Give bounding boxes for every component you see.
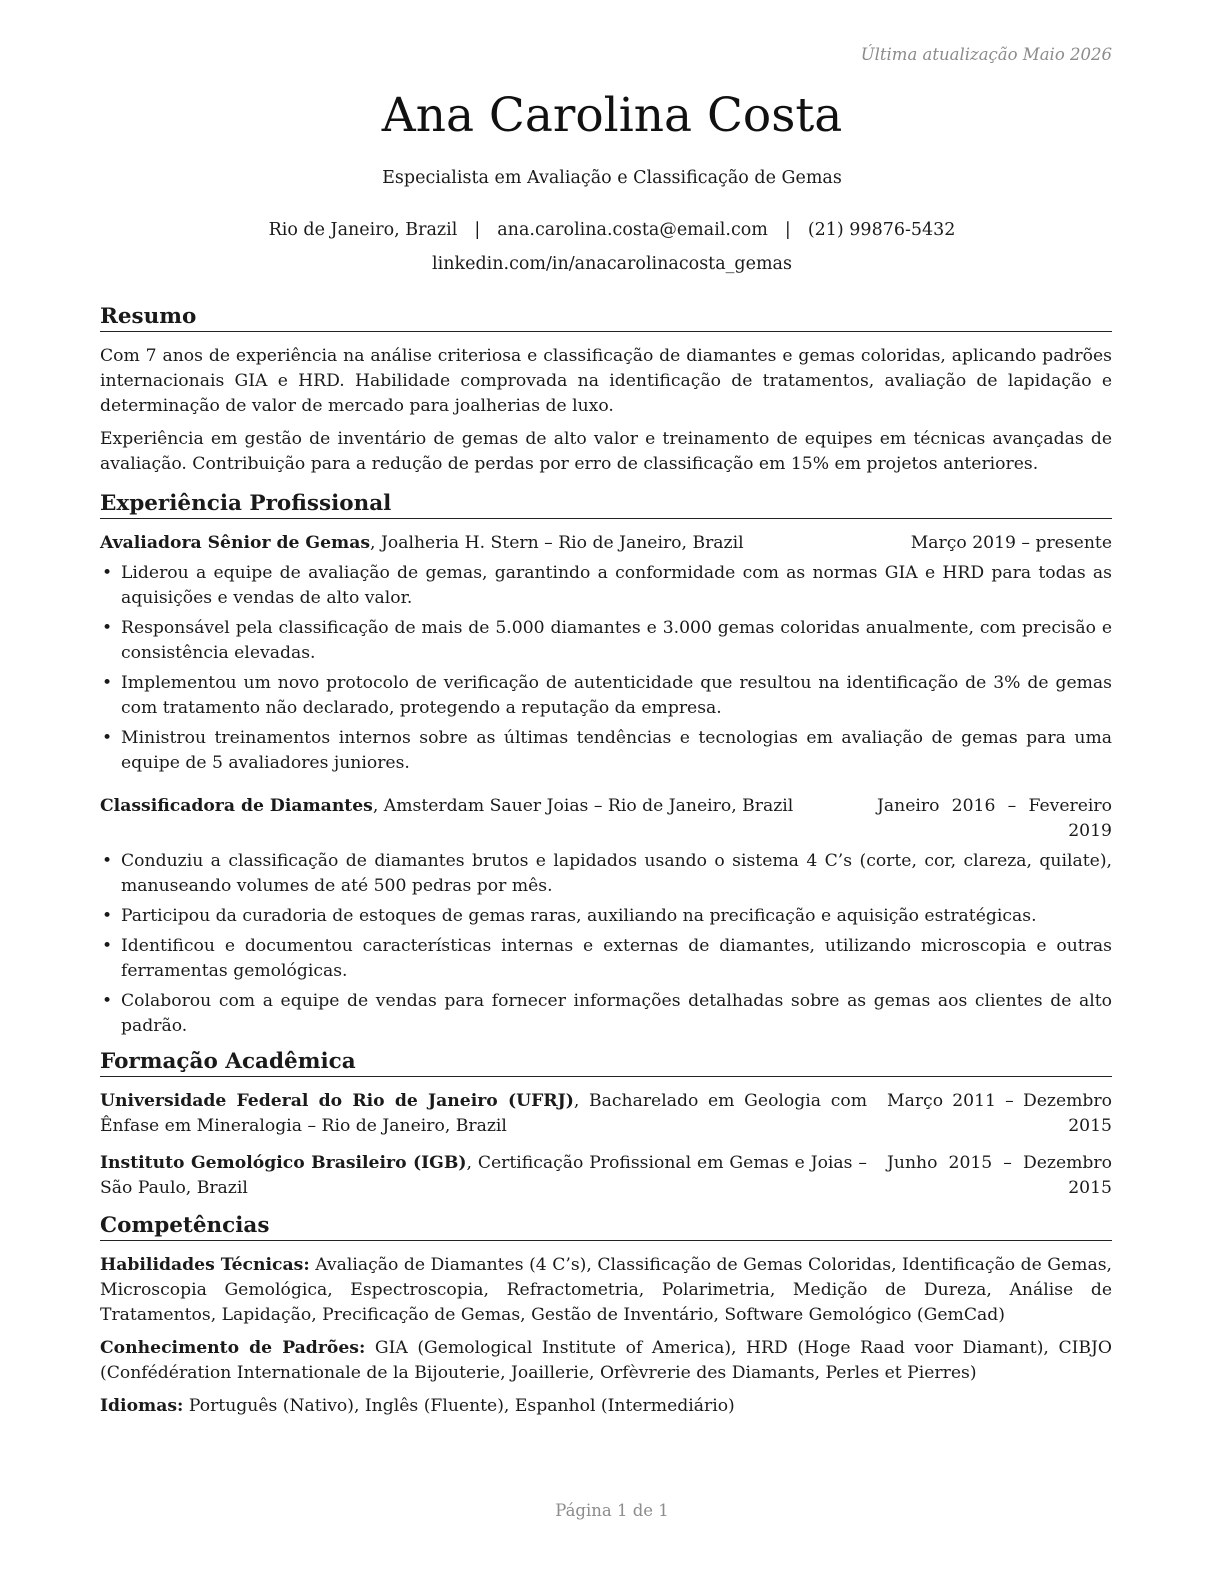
job-company: , Joalheria H. Stern – Rio de Janeiro, Brazil — [370, 533, 744, 553]
education-section — [100, 1049, 1112, 1201]
education-dates: Março 2011 – Dezembro 2015 — [887, 1091, 1112, 1136]
skill-line — [100, 1394, 1112, 1419]
skill-line — [100, 1253, 1112, 1328]
skills-section — [100, 1213, 1112, 1419]
skill-text: Português (Nativo), Inglês (Fluente), Espanhol (Intermediário) — [183, 1396, 735, 1416]
job-dates: Janeiro 2016 – Fevereiro 2019 — [877, 796, 1112, 841]
job-bullets — [100, 561, 1112, 776]
education-line — [100, 1151, 887, 1201]
education-entry — [100, 1089, 1112, 1139]
contact-phone[interactable]: (21) 99876-5432 — [807, 220, 956, 240]
skill-label: Habilidades Técnicas: — [100, 1255, 310, 1275]
job-title-line — [100, 794, 877, 819]
resume-body — [100, 304, 1112, 1429]
job-header — [100, 531, 1112, 556]
education-detail: , Certificação Profissional em Gemas e Joias – São Paulo, Brazil — [100, 1153, 867, 1198]
job-role: Classificadora de Diamantes — [100, 796, 373, 816]
education-school: Instituto Gemológico Brasileiro (IGB) — [100, 1153, 467, 1173]
section-heading-experience: Experiência Profissional — [100, 491, 1112, 519]
list-item: • Ministrou treinamentos internos sobre as últimas tendências e tecnologias em avaliação de gemas para uma equipe de 5 avaliadores juniores. — [100, 726, 1112, 776]
education-school: Universidade Federal do Rio de Janeiro (UFRJ) — [100, 1091, 574, 1111]
contact-separator: | — [784, 220, 791, 240]
list-item: • Responsável pela classificação de mais de 5.000 diamantes e 3.000 gemas coloridas anualmente, com precisão e consistência elevadas. — [100, 616, 1112, 666]
section-heading-skills: Competências — [100, 1213, 1112, 1241]
contact-separator: | — [474, 220, 481, 240]
candidate-name: Ana Carolina Costa — [381, 88, 843, 143]
education-detail: , Bacharelado em Geologia com Ênfase em Mineralogia – Rio de Janeiro, Brazil — [100, 1091, 867, 1136]
section-heading-education: Formação Acadêmica — [100, 1049, 1112, 1077]
list-item: • Liderou a equipe de avaliação de gemas, garantindo a conformidade com as normas GIA e HRD para todas as aquisições e vendas de alto valor. — [100, 561, 1112, 611]
skill-line — [100, 1336, 1112, 1386]
linkedin-link[interactable]: linkedin.com/in/anacarolinacosta_gemas — [432, 254, 792, 274]
list-item: • Identificou e documentou características internas e externas de diamantes, utilizando microscopia e outras ferramentas gemológicas. — [100, 934, 1112, 984]
job-role: Avaliadora Sênior de Gemas — [100, 533, 371, 553]
job-header — [100, 794, 1112, 844]
job-company: , Amsterdam Sauer Joias – Rio de Janeiro, Brazil — [372, 796, 794, 816]
summary-paragraph: Com 7 anos de experiência na análise criteriosa e classificação de diamantes e gemas coloridas, aplicando padrões internacionais GIA e HRD. Habilidade comprovada na identificação de tratamentos, avaliação de lapidação e determinação de valor de mercado para joalherias de luxo. — [100, 346, 1112, 416]
job-bullets — [100, 849, 1112, 1039]
contact-location: Rio de Janeiro, Brazil — [268, 220, 458, 240]
education-entry — [100, 1151, 1112, 1201]
list-item: • Implementou um novo protocolo de verificação de autenticidade que resultou na identificação de 3% de gemas com tratamento não declarado, protegendo a reputação da empresa. — [100, 671, 1112, 721]
education-dates: Junho 2015 – Dezembro 2015 — [887, 1153, 1112, 1198]
contact-email[interactable]: ana.carolina.costa@email.com — [497, 220, 768, 240]
skill-text: GIA (Gemological Institute of America), HRD (Hoge Raad voor Diamant), CIBJO (Confédération Internationale de la Bijouterie, Joaillerie, Orfèvrerie des Diamants, Perles et Pierres) — [100, 1338, 1112, 1383]
list-item: • Conduziu a classificação de diamantes brutos e lapidados usando o sistema 4 C’s (corte, cor, clareza, quilate), manuseando volumes de até 500 pedras por mês. — [100, 849, 1112, 899]
job-dates: Março 2019 – presente — [910, 533, 1112, 553]
last-updated-note: Última atualização Maio 2026 — [860, 45, 1112, 64]
skill-label: Conhecimento de Padrões: — [100, 1338, 366, 1358]
contact-line — [0, 220, 1224, 240]
skill-label: Idiomas: — [100, 1396, 184, 1416]
section-heading-summary: Resumo — [100, 304, 1112, 332]
list-item: • Colaborou com a equipe de vendas para fornecer informações detalhadas sobre as gemas aos clientes de alto padrão. — [100, 989, 1112, 1039]
page-number: Página 1 de 1 — [555, 1501, 669, 1520]
job-title-line — [100, 531, 911, 556]
experience-section — [100, 491, 1112, 1039]
list-item: • Participou da curadoria de estoques de gemas raras, auxiliando na precificação e aquisição estratégicas. — [100, 904, 1112, 929]
education-line — [100, 1089, 887, 1139]
professional-title: Especialista em Avaliação e Classificação de Gemas — [382, 168, 842, 188]
skill-text: Avaliação de Diamantes (4 C’s), Classificação de Gemas Coloridas, Identificação de Gemas, Microscopia Gemológica, Espectroscopia, Refractometria, Polarimetria, Medição de Dureza, Análise de Tratamentos, Lapidação, Precificação de Gemas, Gestão de Inventário, Software Gemológico (GemCad) — [100, 1255, 1112, 1325]
summary-paragraph: Experiência em gestão de inventário de gemas de alto valor e treinamento de equipes em técnicas avançadas de avaliação. Contribuição para a redução de perdas por erro de classificação em 15% em projetos anteriores. — [100, 429, 1112, 474]
summary-section — [100, 304, 1112, 477]
